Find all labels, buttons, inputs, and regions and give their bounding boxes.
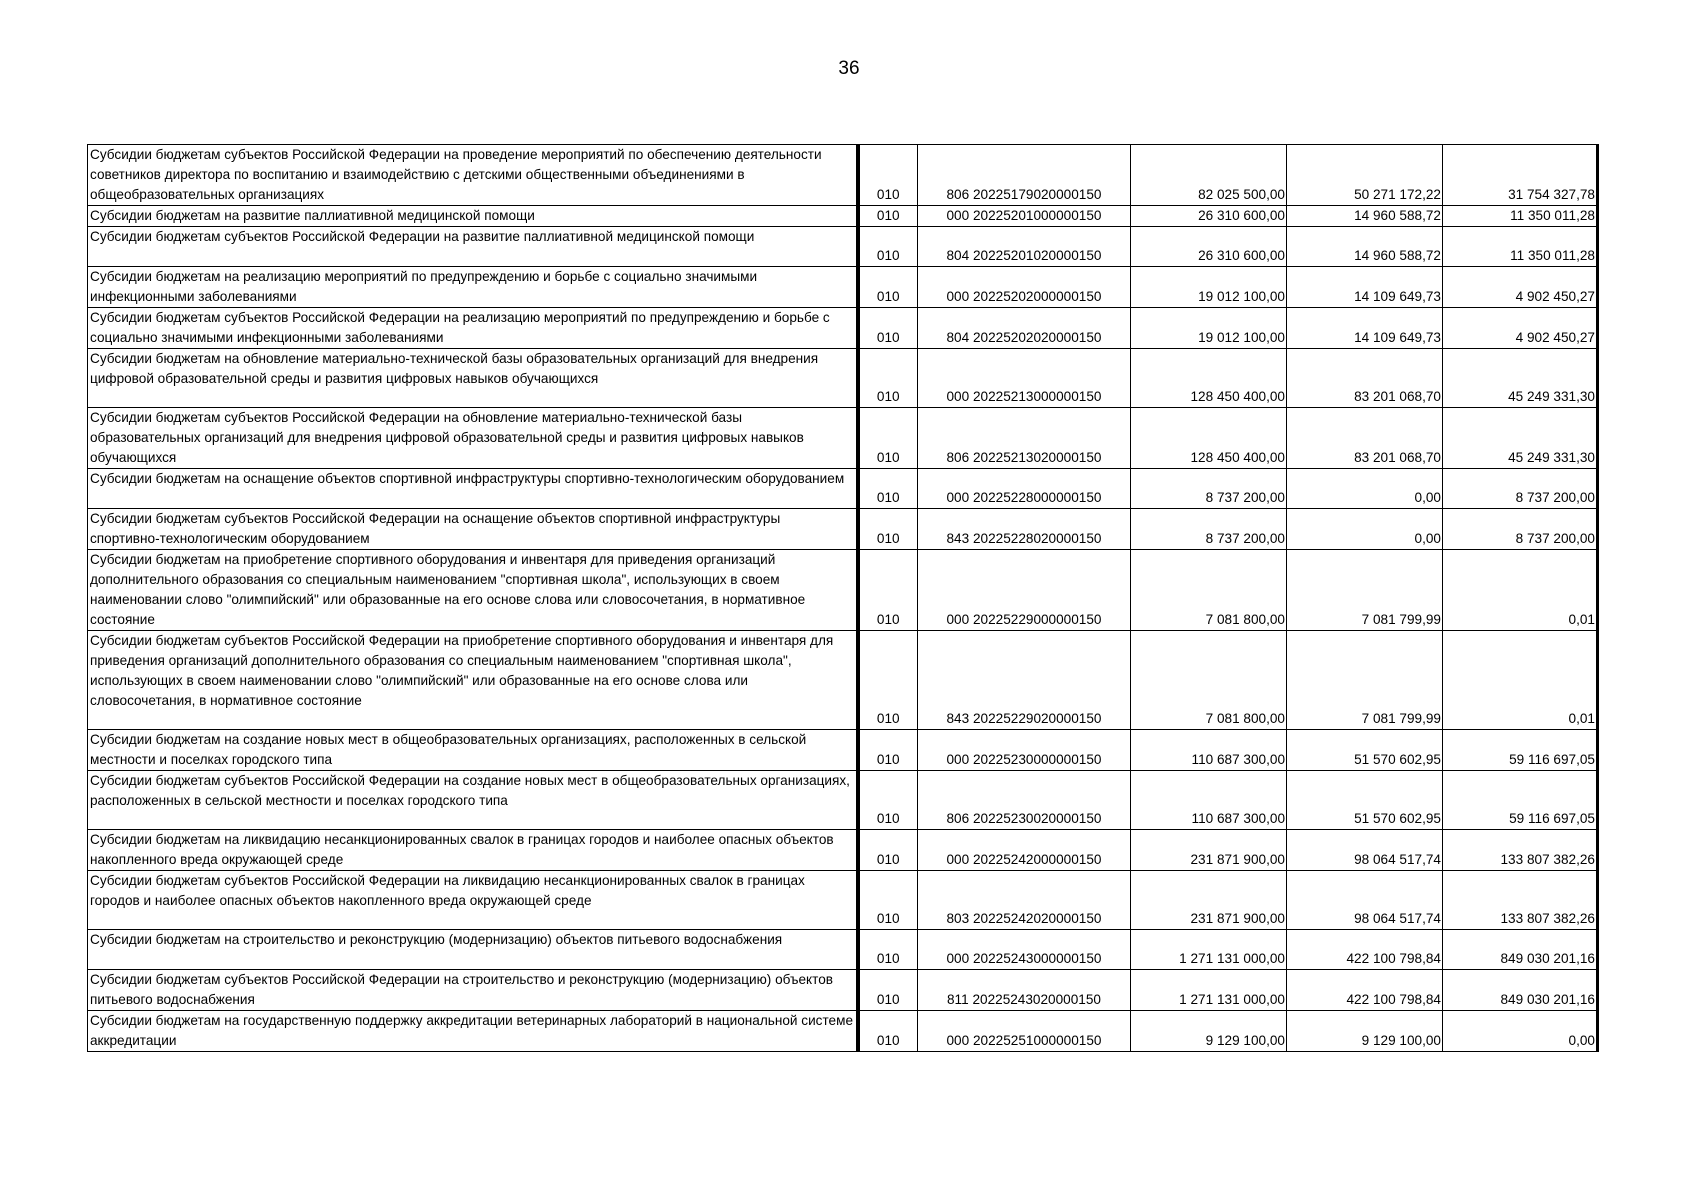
row-unexecuted-amount: 133 807 382,26 [1443, 871, 1598, 930]
row-budget-code: 000 20225243000000150 [918, 930, 1131, 970]
row-approved-amount: 9 129 100,00 [1131, 1011, 1287, 1052]
row-description: Субсидии бюджетам субъектов Российской Федерации на создание новых мест в общеобразовательных организациях, расположенных в сельской местности и поселках городского типа [88, 771, 858, 830]
row-unexecuted-amount: 11 350 011,28 [1443, 227, 1598, 267]
row-budget-code: 811 20225243020000150 [918, 970, 1131, 1011]
row-approved-amount: 19 012 100,00 [1131, 267, 1287, 308]
row-unexecuted-amount: 11 350 011,28 [1443, 206, 1598, 227]
row-unexecuted-amount: 4 902 450,27 [1443, 267, 1598, 308]
row-unexecuted-amount: 8 737 200,00 [1443, 469, 1598, 509]
row-approved-amount: 231 871 900,00 [1131, 830, 1287, 871]
row-description: Субсидии бюджетам субъектов Российской Федерации на оснащение объектов спортивной инфраструктуры спортивно-технологическим оборудованием [88, 509, 858, 550]
row-unexecuted-amount: 0,01 [1443, 550, 1598, 631]
row-description: Субсидии бюджетам на обновление материально-технической базы образовательных организаций для внедрения цифровой образовательной среды и развития цифровых навыков обучающихся [88, 349, 858, 408]
row-line-code: 010 [858, 267, 918, 308]
table-row [88, 830, 1598, 871]
row-unexecuted-amount: 31 754 327,78 [1443, 145, 1598, 206]
row-description: Субсидии бюджетам субъектов Российской Федерации на приобретение спортивного оборудования и инвентаря для приведения организаций дополнительного образования со специальным наименованием "спортивная школа", использующих в своем наименовании слово "олимпийский" или образованные на его основе слова или словосочетания, в нормативное состояние [88, 631, 858, 730]
row-description: Субсидии бюджетам субъектов Российской Федерации на реализацию мероприятий по предупреждению и борьбе с социально значимыми инфекционными заболеваниями [88, 308, 858, 349]
row-approved-amount: 110 687 300,00 [1131, 771, 1287, 830]
table-row [88, 1011, 1598, 1052]
row-executed-amount: 9 129 100,00 [1287, 1011, 1443, 1052]
row-executed-amount: 422 100 798,84 [1287, 970, 1443, 1011]
table-body [88, 145, 1598, 1052]
row-unexecuted-amount: 45 249 331,30 [1443, 408, 1598, 469]
row-description: Субсидии бюджетам субъектов Российской Федерации на развитие паллиативной медицинской помощи [88, 227, 858, 267]
row-line-code: 010 [858, 509, 918, 550]
row-line-code: 010 [858, 631, 918, 730]
row-budget-code: 806 20225230020000150 [918, 771, 1131, 830]
row-description: Субсидии бюджетам на государственную поддержку аккредитации ветеринарных лабораторий в национальной системе аккредитации [88, 1011, 858, 1052]
table-row [88, 206, 1598, 227]
row-line-code: 010 [858, 730, 918, 771]
row-executed-amount: 51 570 602,95 [1287, 730, 1443, 771]
row-approved-amount: 8 737 200,00 [1131, 469, 1287, 509]
row-executed-amount: 7 081 799,99 [1287, 550, 1443, 631]
row-executed-amount: 14 960 588,72 [1287, 206, 1443, 227]
row-executed-amount: 98 064 517,74 [1287, 830, 1443, 871]
row-executed-amount: 14 109 649,73 [1287, 308, 1443, 349]
row-description: Субсидии бюджетам субъектов Российской Федерации на обновление материально-технической базы образовательных организаций для внедрения цифровой образовательной среды и развития цифровых навыков обучающихся [88, 408, 858, 469]
row-line-code: 010 [858, 145, 918, 206]
row-line-code: 010 [858, 550, 918, 631]
row-budget-code: 000 20225251000000150 [918, 1011, 1131, 1052]
row-approved-amount: 128 450 400,00 [1131, 408, 1287, 469]
row-line-code: 010 [858, 871, 918, 930]
row-description: Субсидии бюджетам на ликвидацию несанкционированных свалок в границах городов и наиболее опасных объектов накопленного вреда окружающей среде [88, 830, 858, 871]
row-description: Субсидии бюджетам на оснащение объектов спортивной инфраструктуры спортивно-технологическим оборудованием [88, 469, 858, 509]
table-row [88, 550, 1598, 631]
row-approved-amount: 1 271 131 000,00 [1131, 930, 1287, 970]
row-description: Субсидии бюджетам на создание новых мест в общеобразовательных организациях, расположенных в сельской местности и поселках городского типа [88, 730, 858, 771]
row-approved-amount: 7 081 800,00 [1131, 550, 1287, 631]
row-unexecuted-amount: 4 902 450,27 [1443, 308, 1598, 349]
row-budget-code: 000 20225202000000150 [918, 267, 1131, 308]
row-line-code: 010 [858, 227, 918, 267]
row-approved-amount: 110 687 300,00 [1131, 730, 1287, 771]
row-budget-code: 804 20225201020000150 [918, 227, 1131, 267]
row-approved-amount: 231 871 900,00 [1131, 871, 1287, 930]
row-unexecuted-amount: 133 807 382,26 [1443, 830, 1598, 871]
row-unexecuted-amount: 849 030 201,16 [1443, 970, 1598, 1011]
row-unexecuted-amount: 45 249 331,30 [1443, 349, 1598, 408]
row-line-code: 010 [858, 308, 918, 349]
table-row [88, 308, 1598, 349]
row-budget-code: 000 20225201000000150 [918, 206, 1131, 227]
table-row [88, 408, 1598, 469]
table-row [88, 469, 1598, 509]
row-description: Субсидии бюджетам субъектов Российской Федерации на ликвидацию несанкционированных свалок в границах городов и наиболее опасных объектов накопленного вреда окружающей среде [88, 871, 858, 930]
row-executed-amount: 98 064 517,74 [1287, 871, 1443, 930]
table-row [88, 145, 1598, 206]
row-executed-amount: 51 570 602,95 [1287, 771, 1443, 830]
row-budget-code: 803 20225242020000150 [918, 871, 1131, 930]
row-description: Субсидии бюджетам на реализацию мероприятий по предупреждению и борьбе с социально значимыми инфекционными заболеваниями [88, 267, 858, 308]
row-budget-code: 804 20225202020000150 [918, 308, 1131, 349]
table-row [88, 930, 1598, 970]
row-budget-code: 000 20225242000000150 [918, 830, 1131, 871]
row-approved-amount: 82 025 500,00 [1131, 145, 1287, 206]
table-row [88, 771, 1598, 830]
row-line-code: 010 [858, 408, 918, 469]
row-executed-amount: 7 081 799,99 [1287, 631, 1443, 730]
row-line-code: 010 [858, 206, 918, 227]
row-unexecuted-amount: 8 737 200,00 [1443, 509, 1598, 550]
row-approved-amount: 26 310 600,00 [1131, 206, 1287, 227]
row-executed-amount: 14 960 588,72 [1287, 227, 1443, 267]
row-line-code: 010 [858, 771, 918, 830]
row-executed-amount: 422 100 798,84 [1287, 930, 1443, 970]
row-approved-amount: 7 081 800,00 [1131, 631, 1287, 730]
table-row [88, 730, 1598, 771]
table-row [88, 227, 1598, 267]
row-executed-amount: 14 109 649,73 [1287, 267, 1443, 308]
page-number: 36 [838, 58, 860, 79]
row-executed-amount: 83 201 068,70 [1287, 408, 1443, 469]
row-description: Субсидии бюджетам на строительство и реконструкцию (модернизацию) объектов питьевого водоснабжения [88, 930, 858, 970]
budget-execution-table [87, 144, 1599, 1052]
row-budget-code: 000 20225230000000150 [918, 730, 1131, 771]
table-row [88, 871, 1598, 930]
row-approved-amount: 1 271 131 000,00 [1131, 970, 1287, 1011]
table-row [88, 631, 1598, 730]
row-line-code: 010 [858, 970, 918, 1011]
row-unexecuted-amount: 0,01 [1443, 631, 1598, 730]
row-description: Субсидии бюджетам на развитие паллиативной медицинской помощи [88, 206, 858, 227]
table-row [88, 970, 1598, 1011]
row-approved-amount: 26 310 600,00 [1131, 227, 1287, 267]
row-line-code: 010 [858, 469, 918, 509]
row-budget-code: 806 20225213020000150 [918, 408, 1131, 469]
row-line-code: 010 [858, 349, 918, 408]
row-executed-amount: 83 201 068,70 [1287, 349, 1443, 408]
row-executed-amount: 0,00 [1287, 509, 1443, 550]
row-line-code: 010 [858, 830, 918, 871]
table-row [88, 267, 1598, 308]
table-row [88, 349, 1598, 408]
row-executed-amount: 50 271 172,22 [1287, 145, 1443, 206]
row-budget-code: 000 20225213000000150 [918, 349, 1131, 408]
row-approved-amount: 128 450 400,00 [1131, 349, 1287, 408]
row-description: Субсидии бюджетам субъектов Российской Федерации на строительство и реконструкцию (модернизацию) объектов питьевого водоснабжения [88, 970, 858, 1011]
row-approved-amount: 19 012 100,00 [1131, 308, 1287, 349]
row-unexecuted-amount: 0,00 [1443, 1011, 1598, 1052]
row-line-code: 010 [858, 1011, 918, 1052]
row-unexecuted-amount: 59 116 697,05 [1443, 771, 1598, 830]
row-description: Субсидии бюджетам субъектов Российской Федерации на проведение мероприятий по обеспечению деятельности советников директора по воспитанию и взаимодействию с детскими общественными объединениями в общеобразовательных организациях [88, 145, 858, 206]
row-budget-code: 843 20225228020000150 [918, 509, 1131, 550]
row-approved-amount: 8 737 200,00 [1131, 509, 1287, 550]
table-row [88, 509, 1598, 550]
row-executed-amount: 0,00 [1287, 469, 1443, 509]
row-unexecuted-amount: 59 116 697,05 [1443, 730, 1598, 771]
row-budget-code: 000 20225228000000150 [918, 469, 1131, 509]
row-description: Субсидии бюджетам на приобретение спортивного оборудования и инвентаря для приведения организаций дополнительного образования со специальным наименованием "спортивная школа", использующих в своем наименовании слово "олимпийский" или образованные на его основе слова или словосочетания, в нормативное состояние [88, 550, 858, 631]
row-unexecuted-amount: 849 030 201,16 [1443, 930, 1598, 970]
row-budget-code: 843 20225229020000150 [918, 631, 1131, 730]
row-budget-code: 000 20225229000000150 [918, 550, 1131, 631]
row-line-code: 010 [858, 930, 918, 970]
row-budget-code: 806 20225179020000150 [918, 145, 1131, 206]
